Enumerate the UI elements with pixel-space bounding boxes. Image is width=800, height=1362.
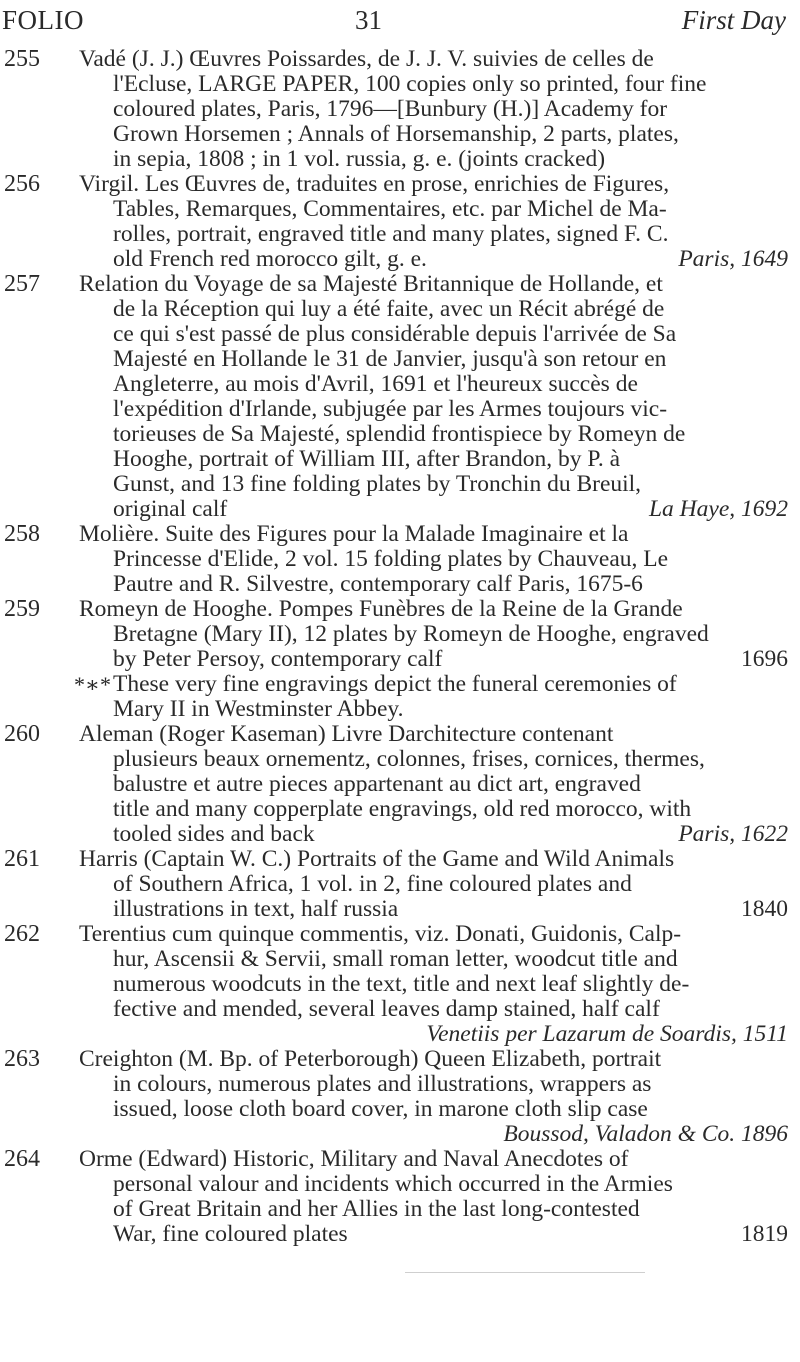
lot-line: title and many copperplate engravings, old red morocco, with [113,796,692,822]
lot-line: Relation du Voyage de sa Majesté Britannique de Hollande, et [79,271,663,297]
lot-imprint: La Haye, 1692 [648,496,788,522]
lot-line: in sepia, 1808 ; in 1 vol. russia, g. e. (joints cracked) [113,146,606,172]
lot-entry [0,922,800,1047]
lot-imprint-row [79,1022,788,1047]
lot-description [79,847,788,922]
lot-line: Gunst, and 13 fine folding plates by Tronchin du Breuil, [113,471,642,497]
lot-imprint: Venetiis per Lazarum de Soardis, 1511 [426,1021,788,1047]
lot-description [79,272,788,522]
lot-entry [0,272,800,522]
lot-last-line [79,897,788,922]
lot-line: Creighton (M. Bp. of Peterborough) Queen Elizabeth, portrait [79,1046,662,1072]
note-asterism: *∗* [74,672,111,697]
end-rule [405,1272,645,1273]
lot-description [79,922,788,1047]
lot-imprint: Boussod, Valadon & Co. 1896 [503,1121,788,1147]
lot-number: 261 [4,846,40,872]
lot-last-line [79,997,788,1022]
lot-entry [0,722,800,847]
page-header [0,2,800,38]
lot-line: Molière. Suite des Figures pour la Malade Imaginaire et la [79,521,629,547]
lot-imprint: 1840 [741,896,788,922]
lot-number: 260 [4,721,40,747]
lot-line: of Great Britain and her Allies in the last long-contested [113,1196,640,1222]
lot-imprint: Paris, 1622 [678,821,788,847]
lot-line: illustrations in text, half russia [113,896,399,922]
note-line: Mary II in Westminster Abbey. [113,696,404,722]
lot-description [79,1147,788,1247]
lot-number: 262 [4,921,40,947]
lot-imprint: 1696 [741,646,788,672]
lot-number: 259 [4,596,40,622]
lot-description [79,597,788,672]
lot-entry [0,47,800,172]
lot-last-line [79,1222,788,1247]
note-line: These very fine engravings depict the funeral ceremonies of [113,671,677,697]
page-number: 31 [355,5,382,35]
lot-note [0,672,800,722]
lot-line: rolles, portrait, engraved title and many plates, signed F. C. [113,221,669,247]
lot-line: de la Réception qui luy a été faite, avec un Récit abrégé de [113,296,665,322]
lot-line: Princesse d'Elide, 2 vol. 15 folding plates by Chauveau, Le [113,546,669,572]
lot-imprint-row [79,1122,788,1147]
lot-description [79,722,788,847]
lot-line: old French red morocco gilt, g. e. [113,246,427,272]
lot-last-line [79,647,788,672]
lot-line: Vadé (J. J.) Œuvres Poissardes, de J. J. V. suivies de celles de [79,46,654,72]
lot-last-line [79,247,788,272]
lot-line: hur, Ascensii & Servii, small roman letter, woodcut title and [113,946,678,972]
lot-list [0,47,800,1247]
lot-line: War, fine coloured plates [113,1221,348,1247]
lot-line: Tables, Remarques, Commentaires, etc. par Michel de Ma- [113,196,667,222]
lot-entry [0,172,800,272]
lot-line: Romeyn de Hooghe. Pompes Funèbres de la Reine de la Grande [79,596,683,622]
lot-imprint: 1819 [741,1221,788,1247]
lot-line: Harris (Captain W. C.) Portraits of the Game and Wild Animals [79,846,675,872]
lot-line: Angleterre, au mois d'Avril, 1691 et l'heureux succès de [113,371,638,397]
lot-line: original calf [113,496,228,522]
folio-label: FOLIO [2,5,84,35]
lot-line: in colours, numerous plates and illustrations, wrappers as [113,1071,652,1097]
lot-line: torieuses de Sa Majesté, splendid frontispiece by Romeyn de [113,421,686,447]
lot-entry [0,597,800,672]
lot-description [79,522,788,597]
lot-entry [0,1047,800,1147]
lot-line: plusieurs beaux ornementz, colonnes, frises, cornices, thermes, [113,746,705,772]
lot-line: fective and mended, several leaves damp stained, half calf [113,996,660,1022]
lot-line: Grown Horsemen ; Annals of Horsemanship, 2 parts, plates, [113,121,679,147]
lot-number: 255 [4,46,40,72]
lot-entry [0,522,800,597]
lot-entry [0,847,800,922]
lot-line: Orme (Edward) Historic, Military and Naval Anecdotes of [79,1146,629,1172]
lot-line: coloured plates, Paris, 1796—[Bunbury (H.)] Academy for [113,96,668,122]
lot-line: Terentius cum quinque commentis, viz. Donati, Guidonis, Calp- [79,921,682,947]
lot-imprint: Paris, 1649 [678,246,788,272]
lot-description [79,1047,788,1147]
lot-entry [0,1147,800,1247]
lot-line: Virgil. Les Œuvres de, traduites en prose, enrichies de Figures, [79,171,670,197]
lot-number: 258 [4,521,40,547]
lot-last-line [79,822,788,847]
lot-line: Bretagne (Mary II), 12 plates by Romeyn de Hooghe, engraved [113,621,709,647]
lot-line: l'Ecluse, LARGE PAPER, 100 copies only so printed, four fine [113,71,707,97]
day-label: First Day [681,5,786,35]
lot-line: by Peter Persoy, contemporary calf [113,646,443,672]
lot-line: Aleman (Roger Kaseman) Livre Darchitecture contenant [79,721,614,747]
lot-line: tooled sides and back [113,821,315,847]
lot-number: 256 [4,171,40,197]
lot-line: of Southern Africa, 1 vol. in 2, fine coloured plates and [113,871,632,897]
lot-description [79,47,788,172]
lot-line: balustre et autre pieces appartenant au dict art, engraved [113,771,641,797]
lot-number: 264 [4,1146,40,1172]
lot-line: issued, loose cloth board cover, in marone cloth slip case [113,1096,648,1122]
lot-line: Pautre and R. Silvestre, contemporary calf Paris, 1675-6 [113,571,643,597]
lot-description [79,172,788,272]
lot-last-line [79,497,788,522]
lot-line: ce qui s'est passé de plus considérable depuis l'arrivée de Sa [113,321,677,347]
lot-number: 257 [4,271,40,297]
lot-line: personal valour and incidents which occurred in the Armies [113,1171,673,1197]
lot-line: l'expédition d'Irlande, subjugée par les Armes toujours vic- [113,396,668,422]
lot-line: Majesté en Hollande le 31 de Janvier, jusqu'à son retour en [113,346,667,372]
lot-line: Hooghe, portrait of William III, after Brandon, by P. à [113,446,621,472]
lot-number: 263 [4,1046,40,1072]
lot-last-line [79,1097,788,1122]
lot-line: numerous woodcuts in the text, title and next leaf slightly de- [113,971,690,997]
